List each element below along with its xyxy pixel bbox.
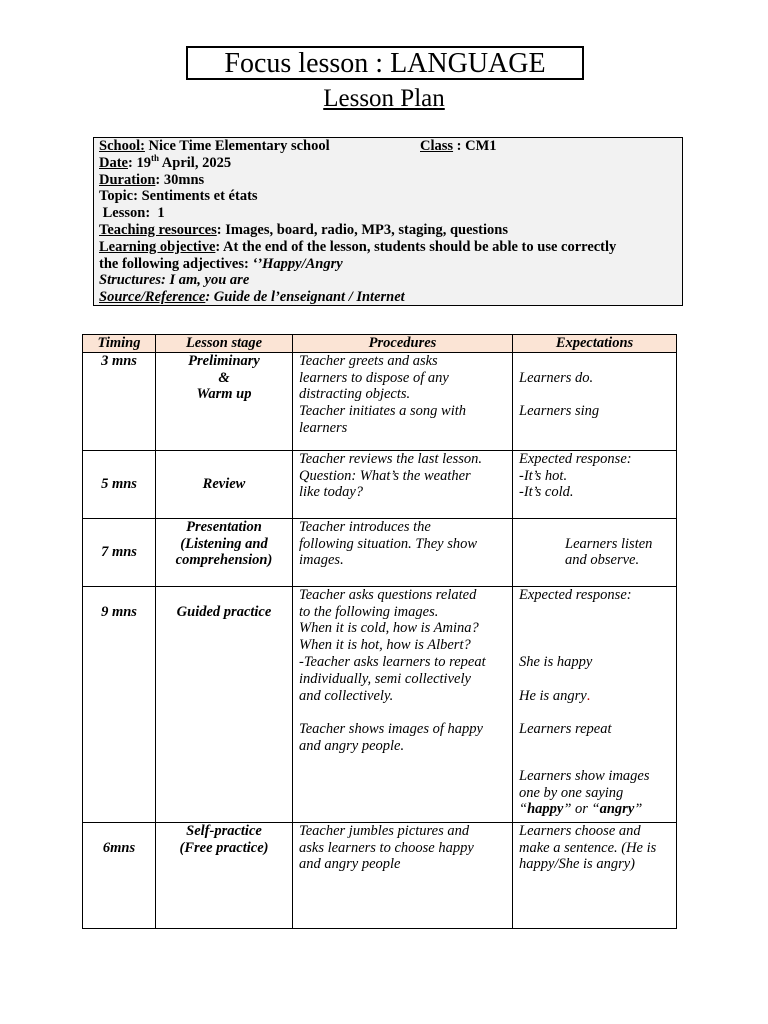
table-row <box>83 450 677 518</box>
quote-open: “ <box>519 801 528 818</box>
procedure-line: following situation. They show <box>299 535 478 552</box>
expectation-line: happy/She is angry) <box>519 856 635 873</box>
stage-line: comprehension) <box>175 552 273 569</box>
lesson-title: Focus lesson : LANGUAGE <box>186 46 584 80</box>
resources-value: : Images, board, radio, MP3, staging, questions <box>216 221 508 238</box>
expectation-line: Expected response: <box>519 450 632 467</box>
procedure-line: individually, semi collectively <box>299 670 471 687</box>
stage-line: Presentation <box>186 518 262 535</box>
resources-label: Teaching resources <box>99 221 217 238</box>
timing-value: 9 mns <box>101 603 137 620</box>
table-row <box>83 586 677 822</box>
procedure-line: Teacher introduces the <box>299 518 431 535</box>
procedure-line: to the following images. <box>299 603 439 620</box>
happy-word: happy <box>527 801 564 818</box>
procedure-line: asks learners to choose happy <box>299 839 474 856</box>
or-text: ” or “ <box>563 801 600 818</box>
objective-row <box>99 239 677 256</box>
expectation-line: one by one saying <box>519 784 624 801</box>
procedures-cell <box>293 450 513 518</box>
procedure-line: distracting objects. <box>299 386 411 403</box>
date-day: : 19 <box>128 154 151 171</box>
resources-row <box>99 222 677 239</box>
source-row <box>99 289 677 306</box>
source-label: Source/Reference <box>99 289 206 306</box>
expectation-line: Learners sing <box>519 403 600 420</box>
stage-cell <box>156 352 293 450</box>
red-period: . <box>586 687 591 704</box>
table-row <box>83 518 677 586</box>
class-value: : CM1 <box>453 138 497 154</box>
stage-cell <box>156 822 293 928</box>
objective-label: Learning objective <box>99 238 216 255</box>
stage-line: Preliminary <box>188 352 260 369</box>
stage-cell <box>156 518 293 586</box>
expectation-line: Learners do. <box>519 369 594 386</box>
stage-line: (Free practice) <box>179 839 269 856</box>
expectations-cell <box>513 586 677 822</box>
stage-line: & <box>218 369 230 386</box>
procedure-line: and collectively. <box>299 687 394 704</box>
procedure-line: When it is hot, how is Albert? <box>299 637 471 654</box>
date-label: Date <box>99 154 128 171</box>
procedures-cell <box>293 518 513 586</box>
procedure-line: -Teacher asks learners to repeat <box>299 653 486 670</box>
lesson-number-row: Lesson: 1 <box>99 205 165 222</box>
procedure-line: Teacher reviews the last lesson. <box>299 450 482 467</box>
procedure-line: When it is cold, how is Amina? <box>299 620 479 637</box>
procedure-line: Question: What’s the weather <box>299 467 471 484</box>
procedure-line: Teacher jumbles pictures and <box>299 822 470 839</box>
procedure-line: and angry people <box>299 856 401 873</box>
objective-adjectives: ‘’Happy/Angry <box>252 255 343 272</box>
expectation-line: Learners show images <box>519 767 650 784</box>
expectations-cell <box>513 518 677 586</box>
timing-value: 6mns <box>102 839 136 856</box>
table-row <box>83 822 677 928</box>
header-procedures: Procedures <box>293 335 513 353</box>
expectation-line: Learners choose and <box>519 822 641 839</box>
header-timing: Timing <box>83 335 156 353</box>
duration-label: Duration <box>99 171 156 188</box>
expectations-cell <box>513 352 677 450</box>
header-lesson-stage: Lesson stage <box>156 335 293 353</box>
header-expectations: Expectations <box>513 335 677 353</box>
duration-row <box>99 172 677 189</box>
date-suffix: th <box>150 152 159 163</box>
expectation-line: She is happy <box>519 653 593 670</box>
quote-close: ” <box>634 801 643 818</box>
expectation-line: Expected response: <box>519 586 632 603</box>
objective-row-2 <box>99 256 677 273</box>
stage-cell <box>156 586 293 822</box>
procedure-line: and angry people. <box>299 737 405 754</box>
school-label: School: <box>99 138 145 154</box>
class-label: Class <box>420 138 454 154</box>
expectations-cell <box>513 822 677 928</box>
objective-line2: the following adjectives: <box>99 255 253 272</box>
procedure-line: Teacher initiates a song with <box>299 403 467 420</box>
date-rest: April, 2025 <box>158 154 232 171</box>
school-value: Nice Time Elementary school <box>144 138 330 154</box>
stage-line: Warm up <box>196 386 252 403</box>
expectation-line: make a sentence. (He is <box>519 839 657 856</box>
expectation-line: -It’s cold. <box>519 484 574 501</box>
timing-cell: 5 mns <box>83 450 156 518</box>
table-row <box>83 352 677 450</box>
stage-line: (Listening and <box>180 535 268 552</box>
expectation-line: and observe. <box>565 552 640 569</box>
structures-row: Structures: I am, you are <box>99 272 250 289</box>
timing-cell: 7 mns <box>83 518 156 586</box>
expectation-line: Learners listen <box>565 535 653 552</box>
class-info <box>420 138 497 155</box>
procedure-line: images. <box>299 552 344 569</box>
expectation-text: He is angry <box>519 687 587 704</box>
procedures-cell <box>293 352 513 450</box>
procedure-line: Teacher shows images of happy <box>299 721 483 738</box>
objective-line1: : At the end of the lesson, students should be able to use correctly <box>215 238 617 255</box>
timing-cell: 3 mns <box>83 352 156 450</box>
duration-value: : 30mns <box>155 171 205 188</box>
stage-line: Guided practice <box>176 603 272 620</box>
expectation-line <box>519 801 670 818</box>
school-row <box>99 138 677 155</box>
lesson-info-box <box>93 137 683 306</box>
topic-row: Topic: Sentiments et états <box>99 188 258 205</box>
timing-cell <box>83 822 156 928</box>
lesson-procedure-table <box>82 334 677 929</box>
expectation-line <box>519 688 670 705</box>
expectations-cell <box>513 450 677 518</box>
procedure-line: Teacher asks questions related <box>299 586 477 603</box>
table-header-row <box>83 335 677 353</box>
procedure-line: like today? <box>299 484 364 501</box>
procedure-line: learners to dispose of any <box>299 369 449 386</box>
stage-cell: Review <box>156 450 293 518</box>
expectation-line: Learners repeat <box>519 721 612 738</box>
procedures-cell <box>293 586 513 822</box>
date-row <box>99 152 677 172</box>
procedure-line: learners <box>299 419 348 436</box>
expectation-line: -It’s hot. <box>519 467 568 484</box>
timing-cell <box>83 586 156 822</box>
angry-word: angry <box>599 801 635 818</box>
stage-line: Self-practice <box>186 822 262 839</box>
procedures-cell <box>293 822 513 928</box>
procedure-line: Teacher greets and asks <box>299 352 438 369</box>
source-value: : Guide de l’enseignant / Internet <box>205 289 405 306</box>
lesson-plan-subtitle: Lesson Plan <box>323 85 445 112</box>
